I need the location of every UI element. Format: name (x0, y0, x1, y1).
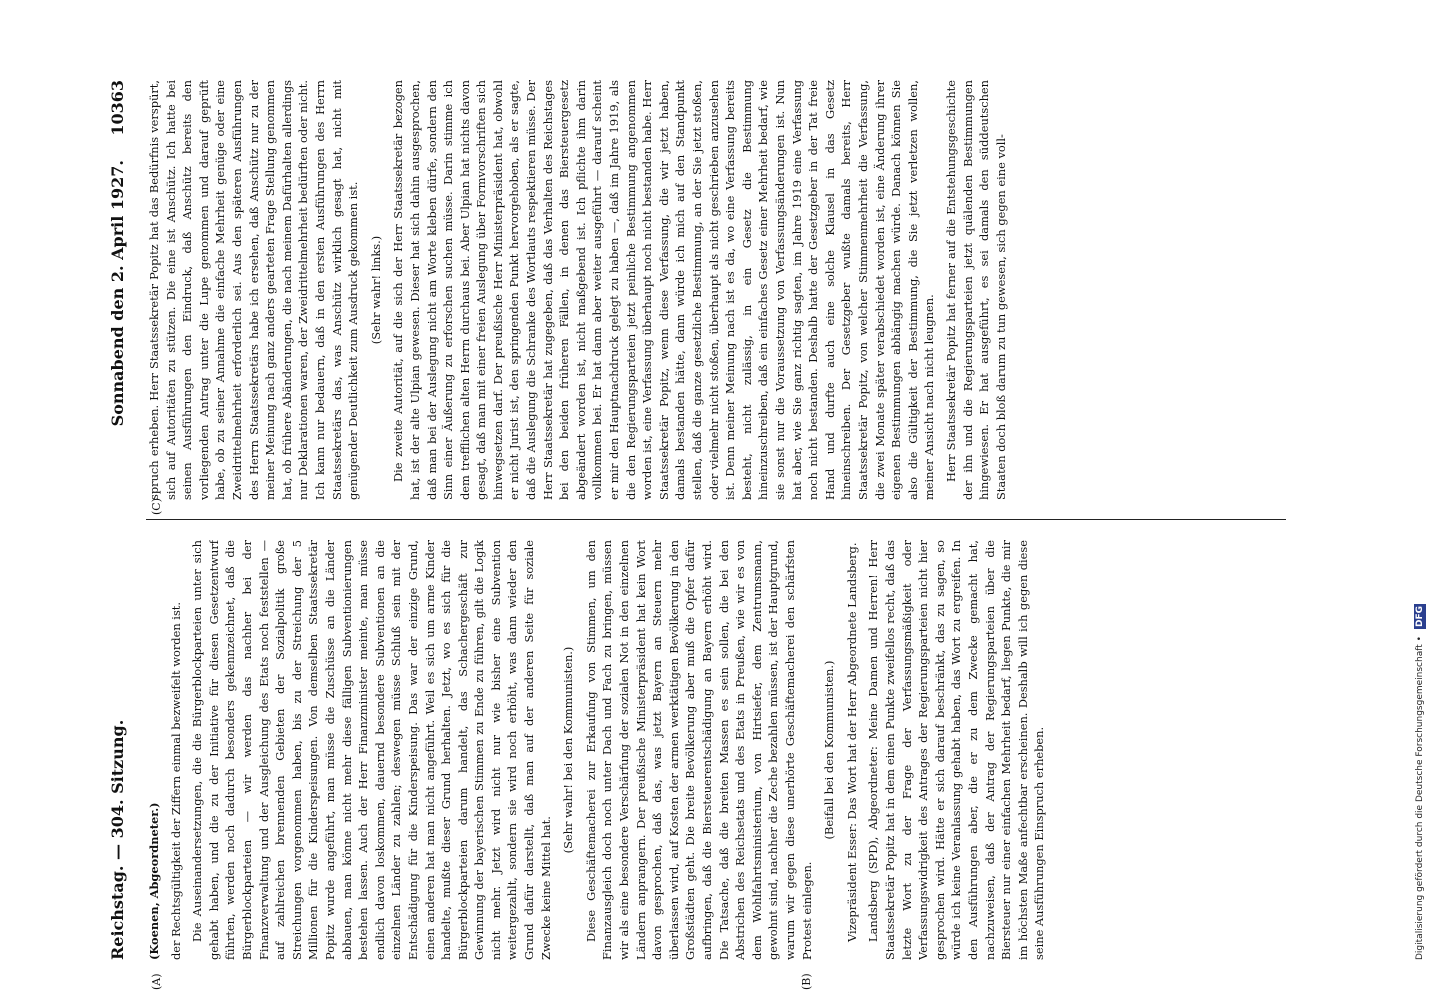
interjection: (Beifall bei den Kommunisten.) (822, 660, 837, 840)
paragraph: Die Auseinandersetzungen, die die Bürgerblockparteien unter sich gehabt haben, und die zu der Initiative für diesen Gesetzentwurf führten, werden noch dadurch besonders gekennzeichnet, daß die Bürgerblockparteien — wir werden das nachher bei der Finanzverwaltung und der Ausgleichung des Etats noch feststellen — auf zahlreichen brennenden Gebieten der Sozialpolitik große Streichungen vorgenommen haben, bis zu der Streichung der 5 Millionen für die Kinderspeisungen. Von demselben Staatssekretär Popitz wurde angeführt, man müsse die Zuschüsse an die Länder abbauen, man könne nicht mehr diese fälligen Subventionierungen bestehen lassen. Auch der Herr Finanzminister meinte, man müsse endlich davon loskommen, dauernd besondere Subventionen an die einzelnen Länder zu zahlen; deswegen müsse Schluß sein mit der Entschädigung für die Kinderspeisung. Das war der einzige Grund, einen anderen hat man nicht angeführt. Weil es sich um arme Kinder handelte, mußte dieser Grund herhalten. Jetzt, wo es sich für die Bürgerblockparteien darum handelt, das Schachergeschäft zur Gewinnung der bayerischen Stimmen zu Ende zu führen, gilt die Logik nicht mehr. Jetzt wird nicht nur wie bisher eine Subvention weitergezahlt, sondern sie wird noch erhöht, was dann wieder den Grund dafür darstellt, daß man auf der anderen Seite für soziale Zwecke keine Mittel hat. (190, 540, 553, 960)
document-page (100, 80, 1300, 990)
column-left (146, 540, 1286, 960)
paragraph: Die zweite Autorität, auf die sich der Herr Staatssekretär bezogen hat, ist der alte Ulpian gewesen. Dieser hat sich dahin ausgesprochen, daß man bei der Auslegung nicht am Worte kleben dürfe, sondern den Sinn einer Äußerung zu erforschen suchen müsse. Darin stimme ich dem trefflichen alten Herrn durchaus bei. Aber Ulpian hat nichts davon gesagt, daß man mit einer freien Auslegung über Formvorschriften sich hinwegsetzen darf. Der preußische Herr Ministerpräsident hat, obwohl er nicht Jurist ist, den springenden Punkt hervorgehoben, als er sagte, daß die Auslegung die Schranke des Wortlauts respektieren müsse. Der Herr Staatssekretär hat zugegeben, daß das Verhalten des Reichstages bei den beiden früheren Fällen, in denen das Biersteuergesetz abgeändert worden ist, nicht maßgebend ist. Ich pflichte ihm darin vollkommen bei. Er hat dann aber weiter ausgeführt — darauf scheint er mir den Hauptnachdruck gelegt zu haben —, daß im Jahre 1919, als die den Regierungsparteien jetzt peinliche Bestimmung angenommen worden ist, eine Verfassung überhaupt noch nicht bestanden habe. Herr Staatssekretär Popitz, wenn diese Verfassung, die wir jetzt haben, damals bestanden hätte, dann würde ich mich auf den Standpunkt stellen, daß die ganze gesetzliche Bestimmung, an der Sie jetzt stoßen, oder vielmehr nicht stoßen, überhaupt als nicht geschrieben anzusehen ist. Denn meiner Meinung nach ist es da, wo eine Verfassung bereits besteht, nicht zulässig, in ein Gesetz die Bestimmung hineinzuschreiben, daß ein einfaches Gesetz einer Mehrheit bedarf, wie sie sonst nur die Voraussetzung von Verfassungsänderungen ist. Nun hat aber, wie Sie ganz richtig sagten, im Jahre 1919 eine Verfassung noch nicht bestanden. Deshalb hatte der Gesetzgeber in der Tat freie Hand und durfte auch eine solche Klausel in das Gesetz hineinschreiben. Der Gesetzgeber wußte damals bereits, Herr Staatssekretär Popitz, von welcher Stimmenmehrheit die Verfassung, die zwei Monate später verabschiedet worden ist, eine Änderung ihrer eigenen Bestimmungen abhängig machen würde. Danach können Sie also die Gültigkeit der Bestimmung, die Sie jetzt verletzen wollen, meiner Ansicht nach nicht leugnen. (391, 80, 937, 500)
margin-marker-c: (C) (150, 498, 163, 515)
digitization-credit (1414, 40, 1426, 960)
vice-president-statement: Vizepräsident Esser: Das Wort hat der Herr Abgeordnete Landsberg. (844, 542, 859, 942)
paragraph: Landsberg (SPD), Abgeordneter: Meine Damen und Herren! Herr Staatssekretär Popitz hat in dem einen Punkte zweifellos recht, daß das letzte Wort zu der Frage der Verfassungsmäßigkeit oder Verfassungswidrigkeit des Antrages der Regierungsparteien nicht hier gesprochen wird. Hätte er sich darauf beschränkt, das zu sagen, so würde ich keine Veranlassung gehabt haben, das Wort zu ergreifen. In den Ausführungen aber, die er zu dem Zwecke gemacht hat, nachzuweisen, daß der Antrag der Regierungsparteien über die Biersteuer nur einer einfachen Mehrheit bedarf, liegen Punkte, die mir im höchsten Maße anfechtbar erscheinen. Deshalb will ich gegen diese seine Ausführungen Einspruch erheben. (866, 540, 1047, 960)
margin-marker-b: (B) (800, 973, 813, 990)
paragraph: der Rechtsgültigkeit der Ziffern einmal bezweifelt worden ist. (168, 602, 183, 960)
interjection: (Sehr wahr! bei den Kommunisten.) (561, 646, 576, 854)
credit-text: Digitalisierung gefördert durch die Deutsche Forschungsgemeinschaft • (1415, 636, 1425, 960)
column-right (146, 80, 1286, 500)
paragraph: spruch erheben. Herr Staatssekretär Popitz hat das Bedürfnis verspürt, sich auf Autoritäten zu stützen. Die eine ist Anschütz. Ich hatte bei seinen Ausführungen den Eindruck, daß Anschütz bereits den vorliegenden Antrag unter die Lupe genommen und darauf geprüft habe, ob zu seiner Annahme die einfache Mehrheit genüge oder eine Zweidrittelmehrheit erforderlich sei. Aus den späteren Ausführungen des Herrn Staatssekretärs habe ich ersehen, daß Anschütz nur zu der meiner Meinung nach ganz anders gearteten Frage Stellung genommen hat, ob frühere Abänderungen, die nach meinem Dafürhalten allerdings nur Deklarationen waren, der Zweidrittelmehrheit bedürften oder nicht. Ich kann nur bedauern, daß in den ersten Ausführungen des Herrn Staatssekretärs das, was Anschütz wirklich gesagt hat, nicht mit genügender Deutlichkeit zum Ausdruck gekommen ist. (147, 80, 361, 500)
dfg-logo: DFG (1415, 606, 1425, 628)
column-divider (146, 519, 1286, 520)
interjection: (Sehr wahr! links.) (368, 235, 383, 345)
margin-marker-a: (A) (150, 973, 163, 990)
paragraph: Herr Staatssekretär Popitz hat ferner auf die Entstehungsgeschichte der ihn und die Regierungsparteien jetzt quälenden Bestimmungen hingewiesen. Er hat ausgeführt, es sei damals den süddeutschen Staaten doch bloß darum zu tun gewesen, sich gegen eine voll- (943, 80, 1008, 500)
paragraph: Diese Geschäftemacherei zur Erkaufung von Stimmen, um den Finanzausgleich doch noch unter Dach und Fach zu bringen, müssen wir als eine besondere Verschärfung der sozialen Not in den einzelnen Ländern anprangern. Der preußische Ministerpräsident hat kein Wort davon gesprochen, daß das, was jetzt Bayern an Steuern mehr überlassen wird, auf Kosten der armen werktätigen Bevölkerung in den Großstädten geht. Die breite Bevölkerung aber muß die Opfer dafür aufbringen, daß die Biersteuerentschädigung an Bayern erhöht wird. Die Tatsache, daß die breiten Massen es sein sollen, die bei den Abstrichen des Reichsetats und des Etats in Preußen, wie wir es von dem Wohlfahrtsministerium, von Hirtsiefer, dem Zentrumsmann, gewohnt sind, nachher die Zeche bezahlen müssen, ist der Hauptgrund, warum wir gegen diese unerhörte Geschäftemacherei den schärfsten Protest einlegen. (583, 540, 814, 960)
page-number: 10363 (108, 80, 127, 136)
page-header (100, 80, 144, 960)
speaker-tag: (Koenen, Abgeordneter.) (147, 802, 161, 960)
header-right: Sonnabend den 2. April 1927. (108, 160, 127, 427)
header-left: Reichstag. — 304. Sitzung. (108, 719, 127, 960)
